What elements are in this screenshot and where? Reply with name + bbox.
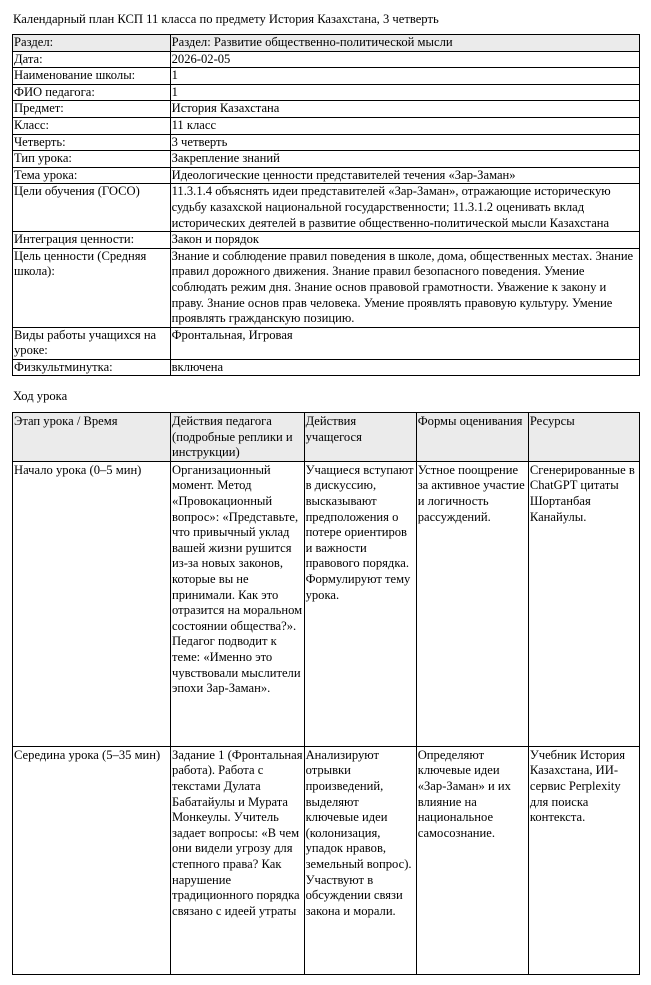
- info-value: Знание и соблюдение правил поведения в школе, дома, общественных местах. Знание правил дорожного движения. Знание правил безопасного поведения. Умение соблюдать режим дня. Знание основ правовой грамотности. Уважение к закону и праву. Знание основ прав человека. Умение проявлять правовую культуру. Умение проявлять гражданскую позицию.: [170, 248, 639, 327]
- lesson-info-body: [13, 35, 640, 376]
- info-row: [13, 327, 640, 359]
- info-key: Тема урока:: [13, 167, 171, 184]
- assessment-cell: Устное поощрение за активное участие и логичность рассуждений.: [416, 461, 528, 746]
- info-value: 3 четверть: [170, 134, 639, 151]
- header-resources: Ресурсы: [528, 413, 639, 462]
- document-title: Календарный план КСП 11 класса по предмету История Казахстана, 3 четверть: [13, 12, 439, 26]
- info-value: 1: [170, 84, 639, 101]
- info-key: Наименование школы:: [13, 68, 171, 85]
- info-value: Закрепление знаний: [170, 151, 639, 168]
- table-row: [13, 746, 640, 974]
- info-key: Тип урока:: [13, 151, 171, 168]
- info-key: Физкультминутка:: [13, 359, 171, 376]
- info-row: [13, 117, 640, 134]
- info-row: [13, 134, 640, 151]
- info-value: 2026-02-05: [170, 51, 639, 68]
- info-value: Раздел: Развитие общественно-политической мысли: [170, 35, 639, 52]
- info-value: История Казахстана: [170, 101, 639, 118]
- flow-header-row: [13, 413, 640, 462]
- info-row: [13, 101, 640, 118]
- info-value: Фронтальная, Игровая: [170, 327, 639, 359]
- info-value: 1: [170, 68, 639, 85]
- info-row: [13, 151, 640, 168]
- info-key: Цели обучения (ГОСО): [13, 184, 171, 232]
- info-key: Дата:: [13, 51, 171, 68]
- header-stage: Этап урока / Время: [13, 413, 171, 462]
- resources-cell: Учебник История Казахстана, ИИ-сервис Perplexity для поиска контекста.: [528, 746, 639, 974]
- info-key: Интеграция ценности:: [13, 232, 171, 249]
- info-value: включена: [170, 359, 639, 376]
- header-student-actions: Действия учащегося: [304, 413, 416, 462]
- resources-cell: Сгенерированные в ChatGPT цитаты Шортанбая Канайулы.: [528, 461, 639, 746]
- info-row: [13, 51, 640, 68]
- info-key: Четверть:: [13, 134, 171, 151]
- lesson-info-table: [12, 34, 640, 376]
- info-row: [13, 167, 640, 184]
- info-row: [13, 84, 640, 101]
- info-key: Цель ценности (Средняя школа):: [13, 248, 171, 327]
- info-value: Закон и порядок: [170, 232, 639, 249]
- info-key: Класс:: [13, 117, 171, 134]
- info-row: [13, 232, 640, 249]
- teacher-actions-cell: Организационный момент. Метод «Провокационный вопрос»: «Представьте, что привычный уклад вашей жизни рушится из-за новых законов, которые вы не принимали. Как это отразится на моральном состоянии общества?». Педагог подводит к теме: «Именно это чувствовали мыслители эпохи Зар-Заман».: [171, 461, 305, 746]
- lesson-flow-table: [12, 412, 640, 975]
- info-value: 11 класс: [170, 117, 639, 134]
- lesson-flow-title: Ход урока: [13, 389, 68, 403]
- info-key: Виды работы учащихся на уроке:: [13, 327, 171, 359]
- header-assessment: Формы оценивания: [416, 413, 528, 462]
- header-teacher-actions: Действия педагога (подробные реплики и инструкции): [171, 413, 305, 462]
- info-value: 11.3.1.4 объяснять идеи представителей «Зар-Заман», отражающие историческую судьбу казахской национальной государственности; 11.3.1.2 оценивать вклад исторических деятелей в развитие общественно-политической мысли Казахстана: [170, 184, 639, 232]
- stage-cell: Начало урока (0–5 мин): [13, 461, 171, 746]
- student-actions-cell: Анализируют отрывки произведений, выделяют ключевые идеи (колонизация, упадок нравов, земельный вопрос). Участвуют в обсуждении связи закона и морали.: [304, 746, 416, 974]
- info-key: ФИО педагога:: [13, 84, 171, 101]
- info-key: Раздел:: [13, 35, 171, 52]
- table-row: [13, 461, 640, 746]
- stage-cell: Середина урока (5–35 мин): [13, 746, 171, 974]
- assessment-cell: Определяют ключевые идеи «Зар-Заман» и их влияние на национальное самосознание.: [416, 746, 528, 974]
- info-row: [13, 359, 640, 376]
- info-row: [13, 248, 640, 327]
- info-row: [13, 35, 640, 52]
- info-row: [13, 68, 640, 85]
- teacher-actions-cell: Задание 1 (Фронтальная работа). Работа с текстами Дулата Бабатайулы и Мурата Монкеулы. Учитель задает вопросы: «В чем они видели угрозу для степного права? Как нарушение традиционного порядка связано с идеей утраты: [171, 746, 305, 974]
- info-row: [13, 184, 640, 232]
- info-value: Идеологические ценности представителей течения «Зар-Заман»: [170, 167, 639, 184]
- info-key: Предмет:: [13, 101, 171, 118]
- student-actions-cell: Учащиеся вступают в дискуссию, высказывают предположения о потере ориентиров и важности правового порядка. Формулируют тему урока.: [304, 461, 416, 746]
